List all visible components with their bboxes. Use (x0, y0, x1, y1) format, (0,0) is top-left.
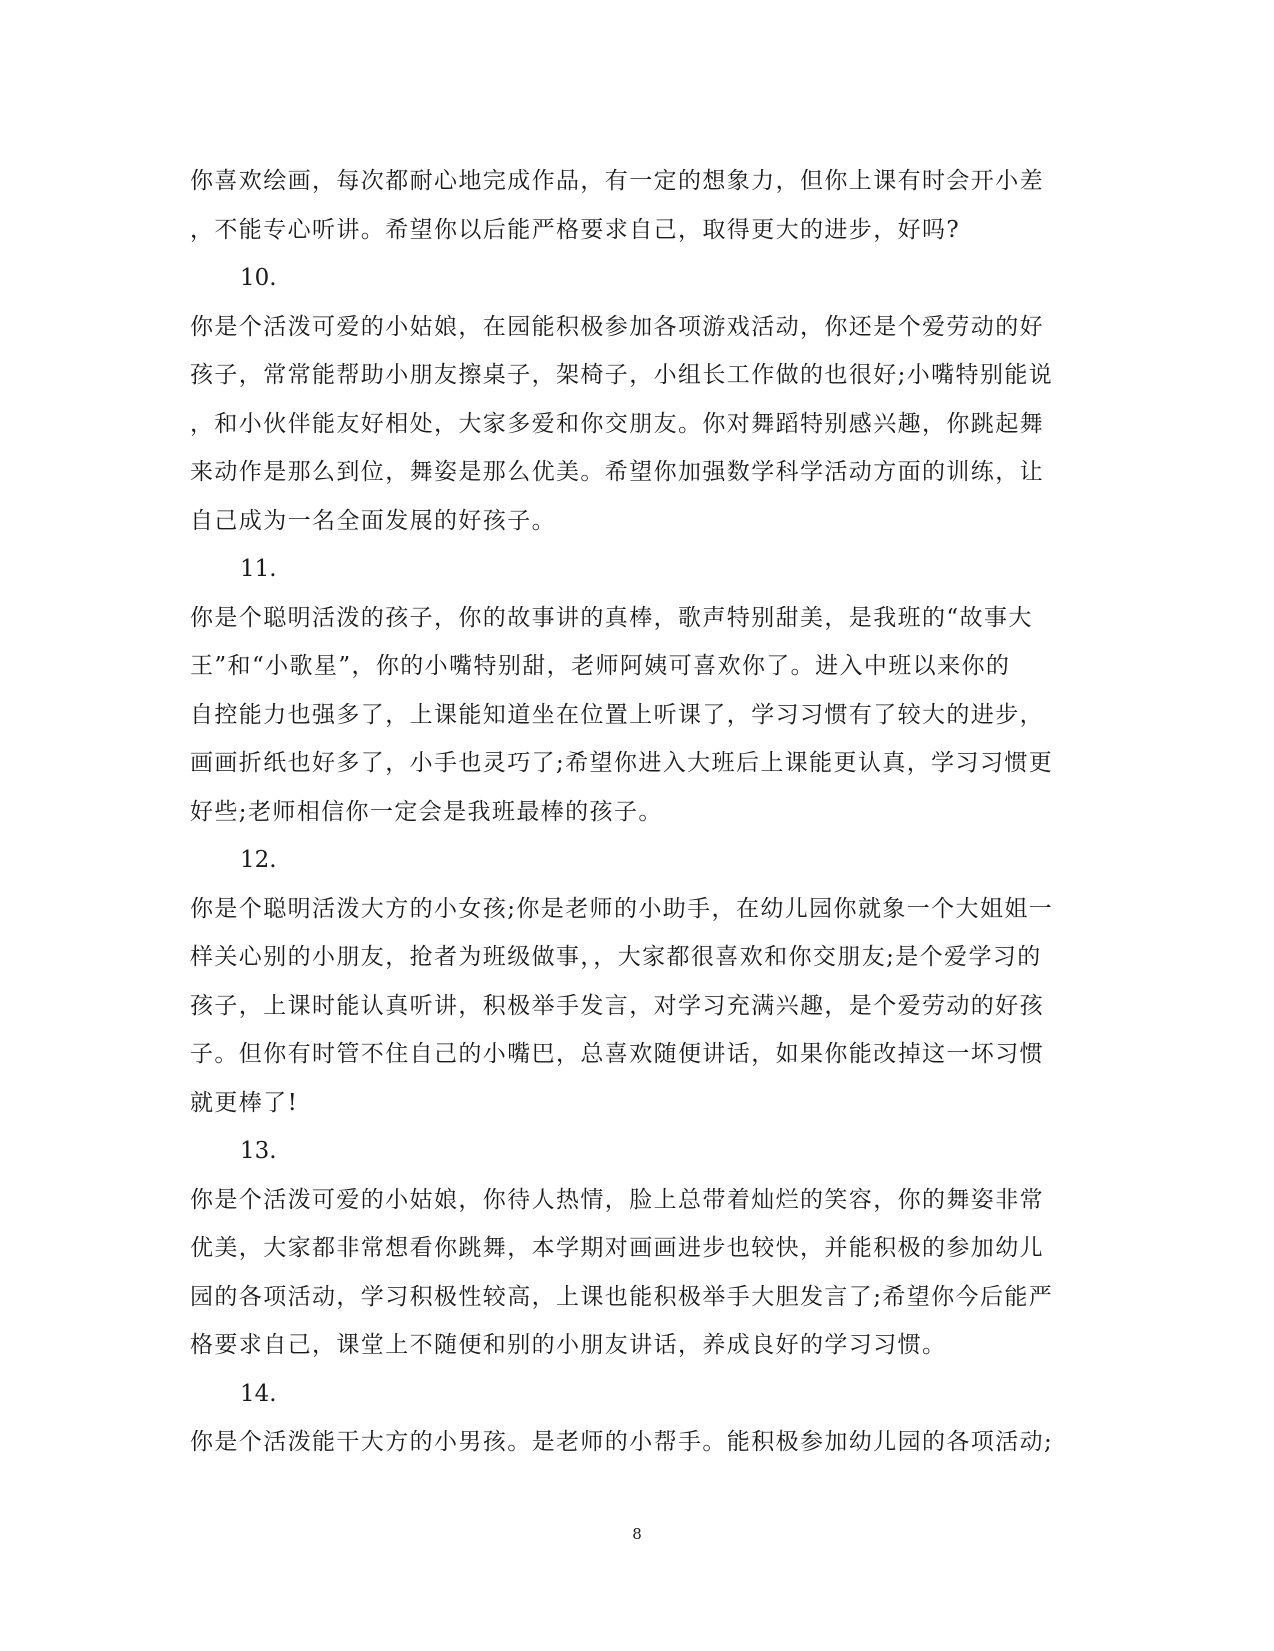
text-line: 你是个活泼可爱的小姑娘，在园能积极参加各项游戏活动，你还是个爱劳动的好 (190, 313, 1044, 340)
item-number: 12. (240, 847, 277, 873)
text-line: 画画折纸也好多了，小手也灵巧了;希望你进入大班后上课能更认真，学习习惯更 (190, 750, 1054, 776)
text-line: 孩子，上课时能认真听讲，积极举手发言，对学习充满兴趣，是个爱劳动的好孩 (190, 992, 1044, 1019)
text-line: ，不能专心听讲。希望你以后能严格要求自己，取得更大的进步，好吗? (190, 216, 961, 243)
text-line: 你是个活泼可爱的小姑娘，你待人热情，脸上总带着灿烂的笑容，你的舞姿非常 (190, 1186, 1044, 1213)
text-line: 你喜欢绘画，每次都耐心地完成作品，有一定的想象力，但你上课有时会开小差 (190, 168, 1044, 194)
text-line: 优美，大家都非常想看你跳舞，本学期对画画进步也较快，并能积极的参加幼儿 (190, 1235, 1044, 1261)
text-line: 你是个活泼能干大方的小男孩。是老师的小帮手。能积极参加幼儿园的各项活动; (190, 1429, 1054, 1455)
item-number: 11. (240, 556, 277, 582)
item-number: 13. (240, 1138, 277, 1164)
text-line: 自己成为一名全面发展的好孩子。 (190, 507, 556, 534)
text-line: 自控能力也强多了，上课能知道坐在位置上听课了，学习习惯有了较大的进步， (190, 701, 1044, 728)
text-line: 好些;老师相信你一定会是我班最棒的孩子。 (190, 798, 663, 825)
text-line: 园的各项活动，学习积极性较高，上课也能积极举手大胆发言了;希望你今后能严 (190, 1283, 1054, 1310)
text-line: 你是个聪明活泼大方的小女孩;你是老师的小助手，在幼儿园你就象一个大姐姐一 (190, 895, 1054, 922)
text-line: 就更棒了! (190, 1089, 299, 1116)
text-line: 来动作是那么到位，舞姿是那么优美。希望你加强数学科学活动方面的训练，让 (190, 459, 1044, 485)
document-body (190, 157, 1080, 1467)
text-line: 你是个聪明活泼的孩子，你的故事讲的真棒，歌声特别甜美，是我班的“故事大 (190, 604, 1033, 631)
item-number: 10. (240, 265, 277, 291)
text-line: 王”和“小歌星”，你的小嘴特别甜，老师阿姨可喜欢你了。进入中班以来你的 (190, 653, 1011, 679)
text-line: 格要求自己，课堂上不随便和别的小朋友讲话，养成良好的学习习惯。 (190, 1332, 947, 1358)
text-line: ，和小伙伴能友好相处，大家多爱和你交朋友。你对舞蹈特别感兴趣，你跳起舞 (190, 410, 1044, 437)
text-line: 样关心别的小朋友，抢者为班级做事，，大家都很喜欢和你交朋友;是个爱学习的 (190, 944, 1042, 970)
item-number: 14. (240, 1380, 277, 1407)
page-number: 8 (632, 1525, 642, 1543)
text-line: 子。但你有时管不住自己的小嘴巴，总喜欢随便讲话，如果你能改掉这一坏习惯 (190, 1041, 1044, 1067)
text-line: 孩子，常常能帮助小朋友擦桌子，架椅子，小组长工作做的也很好;小嘴特别能说 (190, 362, 1054, 388)
